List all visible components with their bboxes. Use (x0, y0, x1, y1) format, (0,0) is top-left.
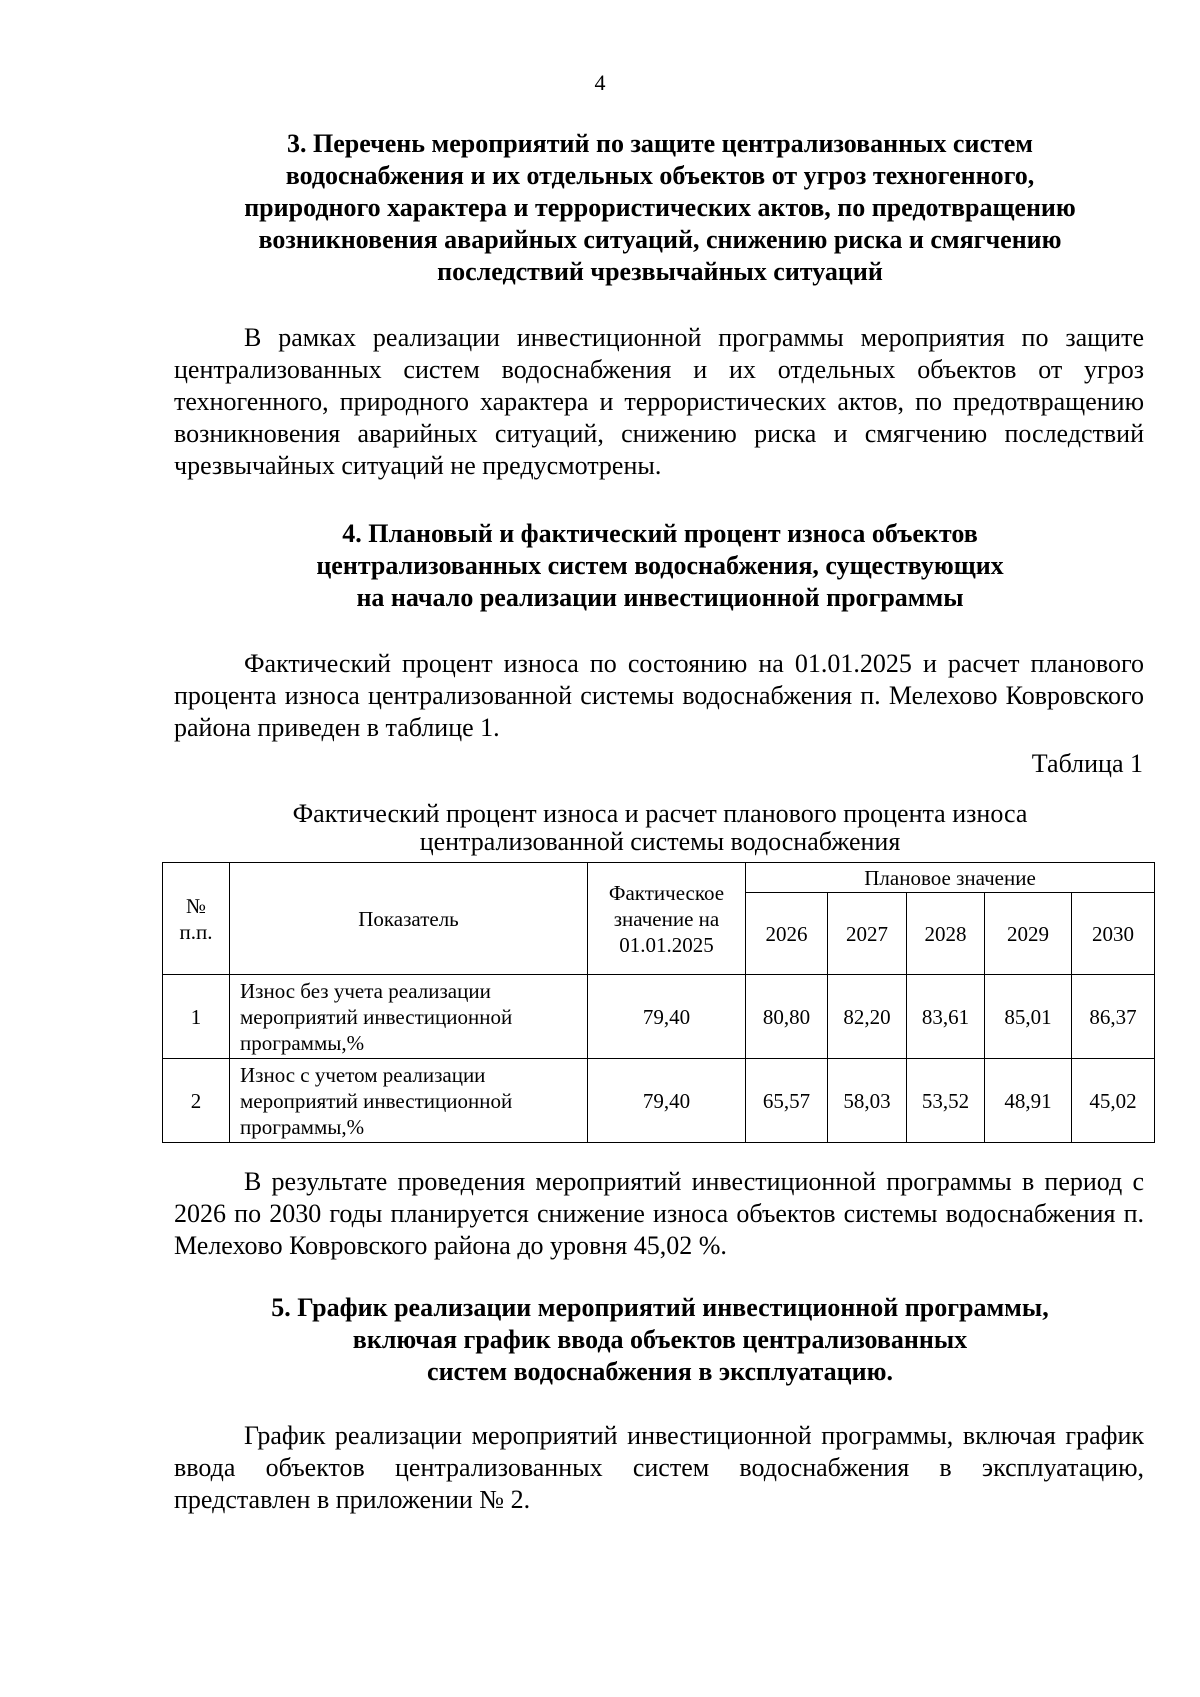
row-indicator: Износ с учетом реализации мероприятий инвестиционной программы,% (230, 1059, 588, 1143)
table-caption (170, 800, 1150, 856)
heading-line: 5. График реализации мероприятий инвестиционной программы, (271, 1293, 1049, 1322)
row-planned: 58,03 (828, 1059, 907, 1143)
wear-table (162, 862, 1155, 1143)
row-num: 2 (163, 1059, 230, 1143)
row-planned: 85,01 (985, 975, 1072, 1059)
result-paragraph: В результате проведения мероприятий инвестиционной программы в период с 2026 по 2030 годы планируется снижение износа объектов системы водоснабжения п. Мелехово Ковровского района до уровня 45,02 %. (174, 1167, 1144, 1260)
heading-line: на начало реализации инвестиционной программы (356, 583, 964, 612)
row-planned: 48,91 (985, 1059, 1072, 1143)
row-indicator: Износ без учета реализации мероприятий инвестиционной программы,% (230, 975, 588, 1059)
section-5-heading (170, 1292, 1150, 1388)
row-num: 1 (163, 975, 230, 1059)
header-year: 2029 (985, 893, 1072, 975)
section-3-heading (170, 128, 1150, 288)
row-planned: 53,52 (907, 1059, 985, 1143)
caption-line: Фактический процент износа и расчет планового процента износа (292, 799, 1028, 828)
header-planned: Плановое значение (746, 863, 1155, 893)
heading-line: возникновения аварийных ситуаций, снижению риска и смягчению (258, 225, 1062, 254)
row-actual: 79,40 (588, 1059, 746, 1143)
heading-line: централизованных систем водоснабжения, существующих (316, 551, 1004, 580)
table-row (163, 1059, 1155, 1143)
section-4-heading (170, 518, 1150, 614)
heading-line: водоснабжения и их отдельных объектов от угроз техногенного, (285, 161, 1035, 190)
section-4-paragraph: Фактический процент износа по состоянию на 01.01.2025 и расчет планового процента износа централизованной системы водоснабжения п. Мелехово Ковровского района приведен в таблице 1. (174, 649, 1144, 742)
section-5-paragraph: График реализации мероприятий инвестиционной программы, включая график ввода объектов централизованных систем водоснабжения в эксплуатацию, представлен в приложении № 2. (174, 1421, 1144, 1514)
row-planned: 80,80 (746, 975, 828, 1059)
caption-line: централизованной системы водоснабжения (419, 827, 901, 856)
header-year: 2027 (828, 893, 907, 975)
header-indicator: Показатель (230, 863, 588, 975)
header-year: 2030 (1072, 893, 1155, 975)
heading-line: природного характера и террористических актов, по предотвращению (244, 193, 1076, 222)
heading-line: систем водоснабжения в эксплуатацию. (427, 1357, 893, 1386)
section-3-paragraph: В рамках реализации инвестиционной программы мероприятия по защите централизованных систем водоснабжения и их отдельных объектов от угроз техногенного, природного характера и террористических актов, по предотвращению возникновения аварийных ситуаций, снижению риска и смягчению последствий чрезвычайных ситуаций не предусмотрены. (174, 323, 1144, 480)
heading-line: 3. Перечень мероприятий по защите централизованных систем (286, 129, 1034, 158)
row-actual: 79,40 (588, 975, 746, 1059)
header-year: 2026 (746, 893, 828, 975)
row-planned: 83,61 (907, 975, 985, 1059)
header-actual: Фактическое значение на 01.01.2025 (588, 863, 746, 975)
row-planned: 65,57 (746, 1059, 828, 1143)
heading-line: последствий чрезвычайных ситуаций (437, 257, 883, 286)
row-planned: 86,37 (1072, 975, 1155, 1059)
row-planned: 45,02 (1072, 1059, 1155, 1143)
page-number: 4 (594, 70, 606, 95)
header-num: № п.п. (163, 863, 230, 975)
row-planned: 82,20 (828, 975, 907, 1059)
heading-line: включая график ввода объектов централизованных (352, 1325, 968, 1354)
table-row (163, 975, 1155, 1059)
table-label: Таблица 1 (1031, 749, 1143, 778)
heading-line: 4. Плановый и фактический процент износа объектов (342, 519, 978, 548)
header-year: 2028 (907, 893, 985, 975)
